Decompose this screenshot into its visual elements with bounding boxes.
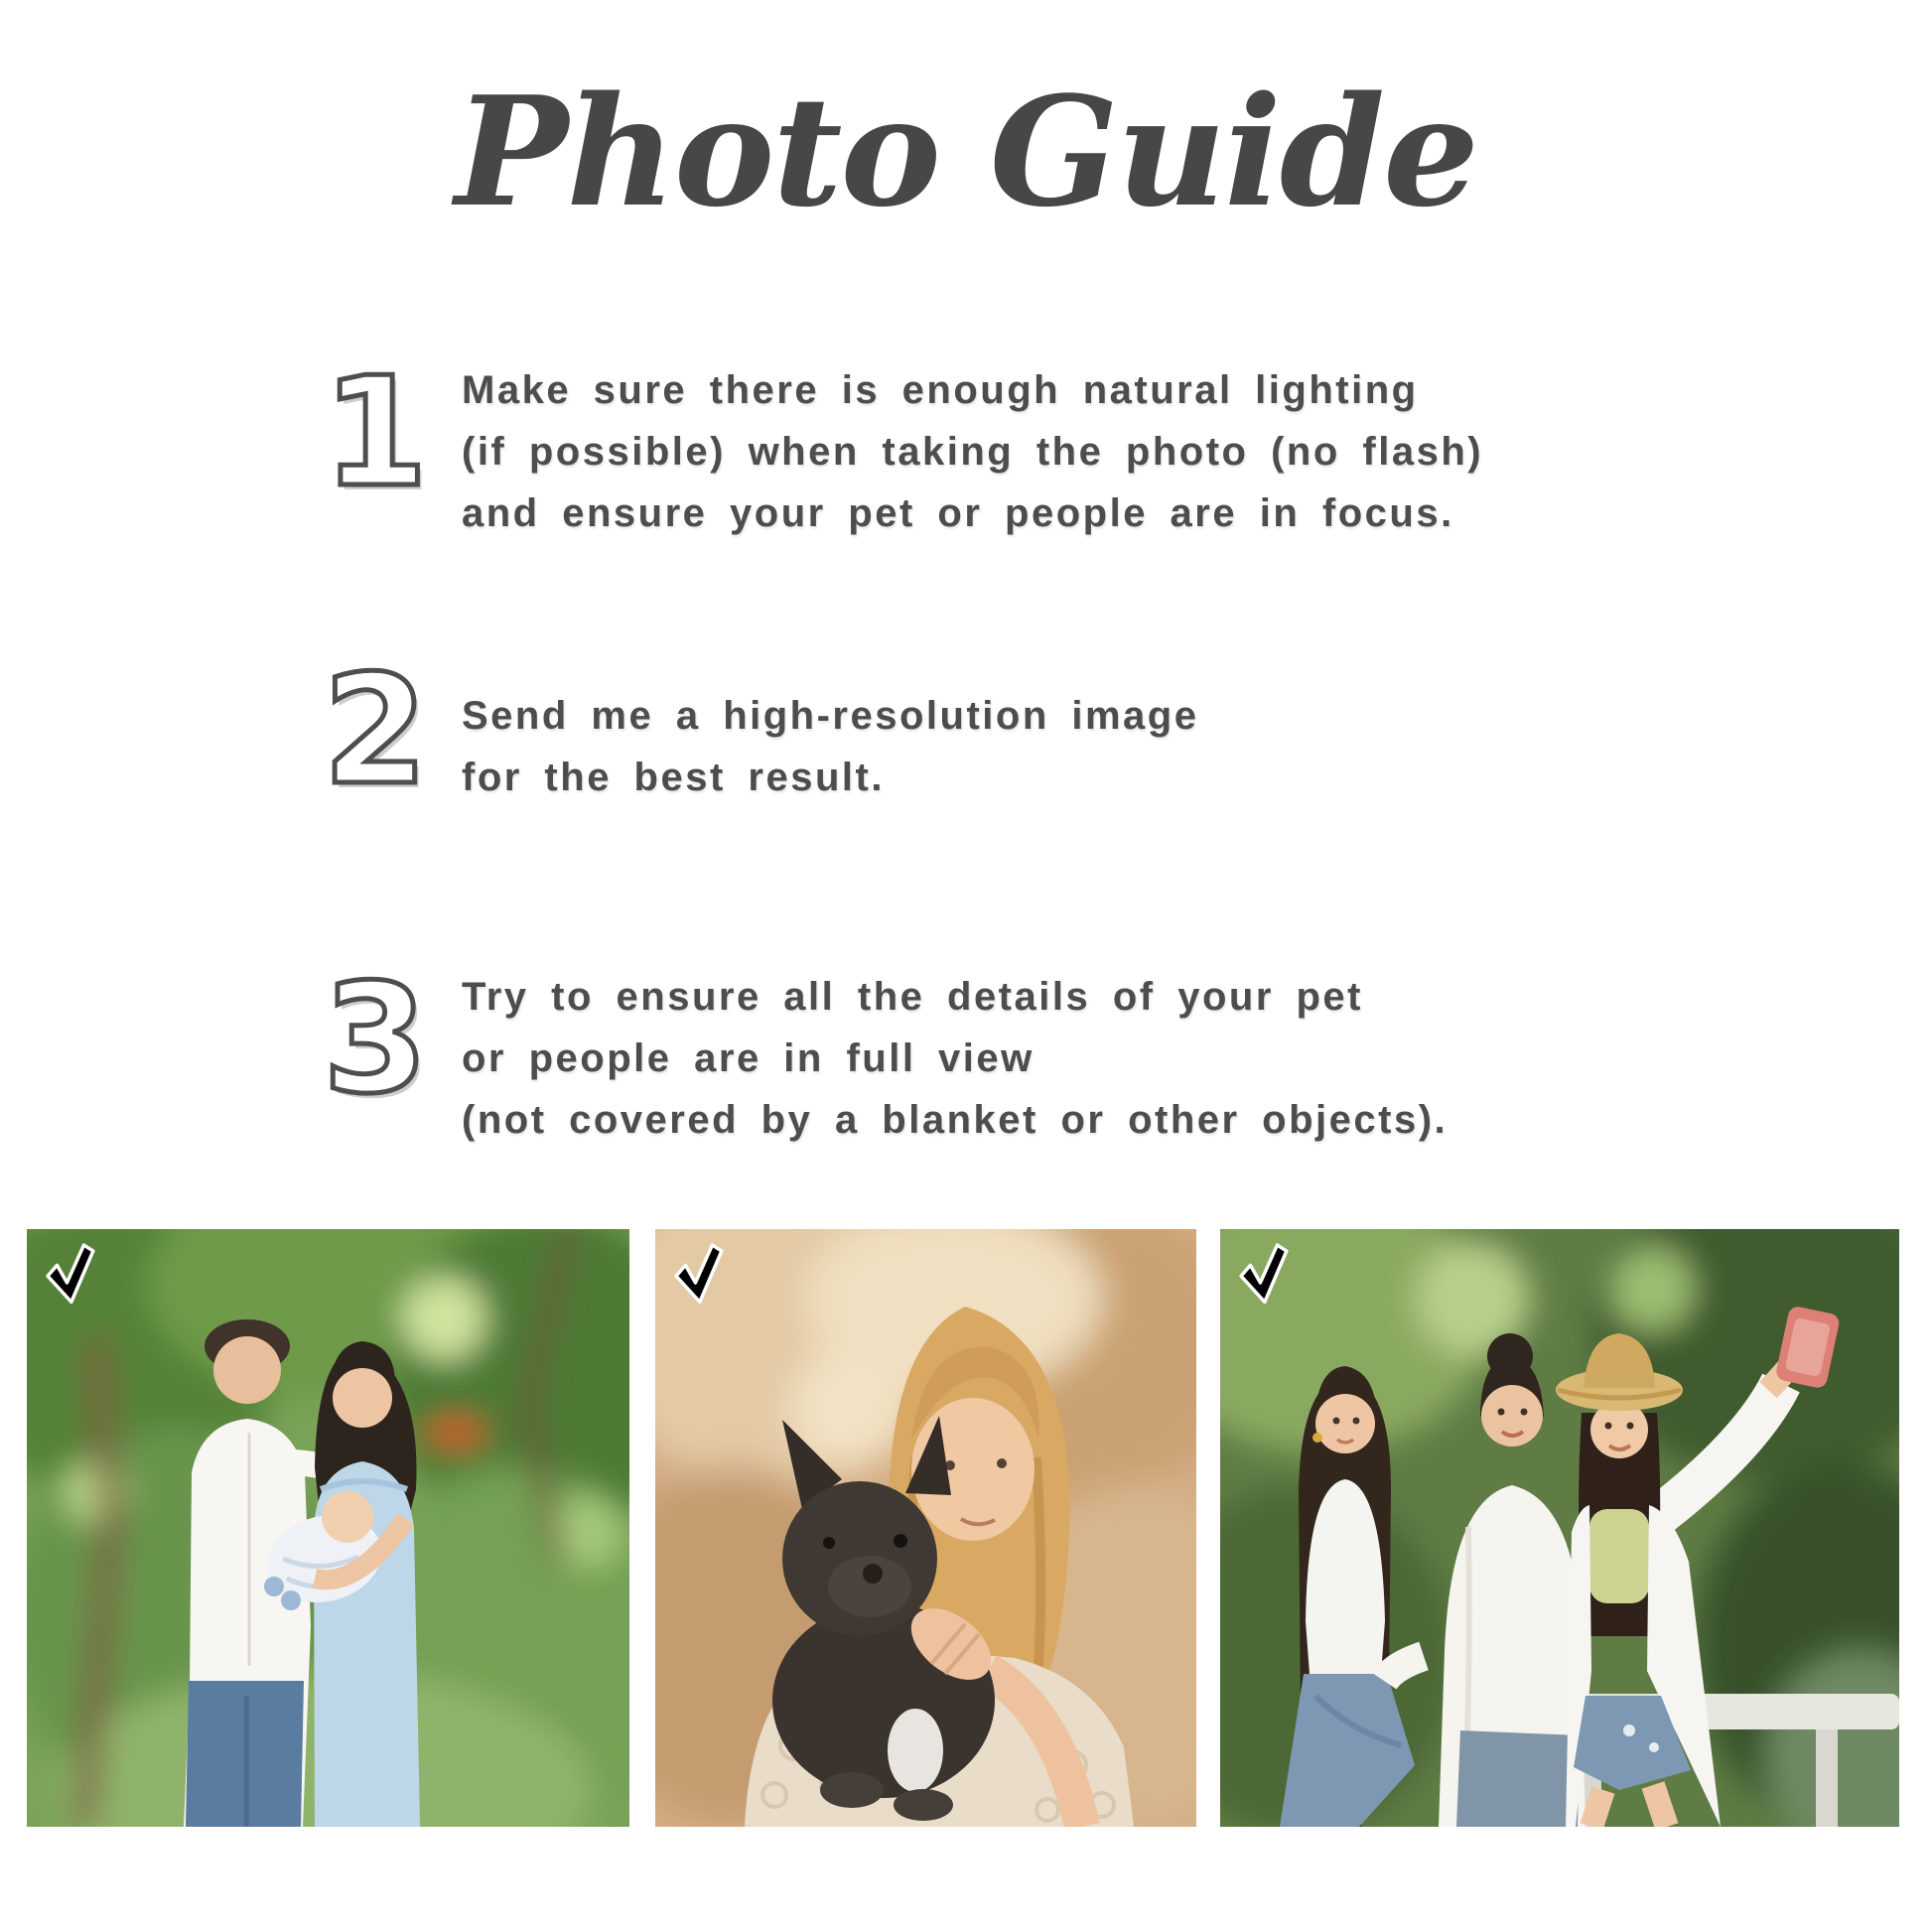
- step-2-number: 2: [323, 642, 428, 818]
- pet-photo-illustration: [655, 1229, 1196, 1827]
- step-2-line-1: Send me a high-resolution image: [462, 694, 1199, 738]
- step-3-line-2: or people are in full view: [462, 1036, 1035, 1080]
- step-1-line-1: Make sure there is enough natural lighting: [462, 368, 1419, 412]
- example-photo-family: [27, 1229, 629, 1827]
- step-3-line-3: (not covered by a blanket or other objects).: [462, 1098, 1449, 1142]
- checkmark-icon: [41, 1241, 98, 1307]
- checkmark-icon: [1234, 1241, 1292, 1307]
- step-3-number: 3: [323, 951, 428, 1127]
- page-title: Photo Guide: [455, 63, 1477, 240]
- step-1-number: 1: [323, 345, 428, 520]
- example-photo-group-selfie: [1220, 1229, 1899, 1827]
- step-1-line-3: and ensure your pet or people are in focus.: [462, 491, 1454, 535]
- selfie-photo-illustration: [1220, 1229, 1899, 1827]
- family-photo-illustration: [27, 1229, 629, 1827]
- step-2-text: [462, 685, 1732, 808]
- step-1-line-2: (if possible) when taking the photo (no flash): [462, 430, 1484, 474]
- step-2-line-2: for the best result.: [462, 756, 885, 799]
- step-1-text: [462, 359, 1732, 544]
- step-3-line-1: Try to ensure all the details of your pet: [462, 975, 1363, 1019]
- step-3-text: [462, 966, 1732, 1151]
- checkmark-icon: [669, 1241, 727, 1307]
- example-photo-pet: [655, 1229, 1196, 1827]
